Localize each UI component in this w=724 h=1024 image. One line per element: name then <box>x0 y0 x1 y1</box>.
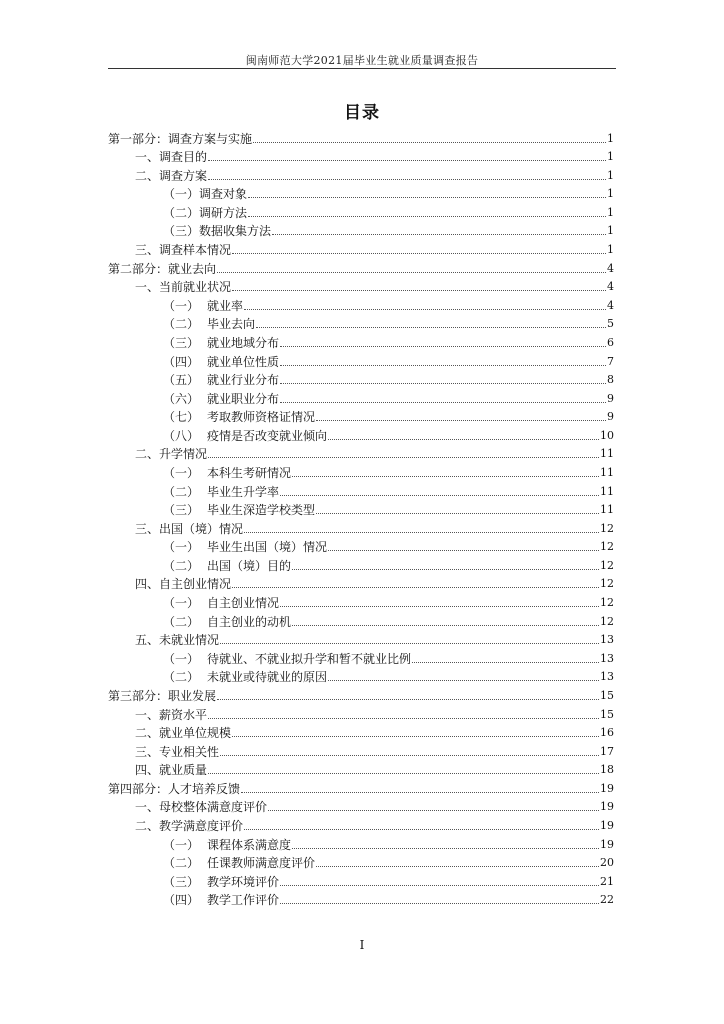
toc-entry[interactable] <box>108 313 614 332</box>
toc-entry-label: 就业地域分布 <box>207 335 280 350</box>
dot-leader <box>280 402 606 403</box>
dot-leader <box>248 216 606 217</box>
dot-leader <box>241 792 599 793</box>
toc-entry-page: 13 <box>600 633 614 647</box>
toc-entry[interactable] <box>108 870 614 889</box>
toc-entry-page: 10 <box>600 428 614 442</box>
toc-entry-page: 17 <box>600 744 614 758</box>
toc-entry[interactable] <box>108 146 614 165</box>
toc-entry-page: 12 <box>600 521 614 535</box>
toc-entry-page: 1 <box>607 150 614 164</box>
toc-entry-page: 13 <box>600 651 614 665</box>
toc-entry-label: 教学环境评价 <box>207 874 280 889</box>
dot-leader <box>280 383 606 384</box>
toc-entry-label: 就业单位性质 <box>207 354 280 369</box>
toc-entry[interactable] <box>108 722 614 741</box>
dot-leader <box>328 439 599 440</box>
toc-entry-page: 1 <box>607 187 614 201</box>
toc-entry-page: 19 <box>600 781 614 795</box>
toc-entry[interactable] <box>108 257 614 276</box>
toc-entry-label: 四、自主创业情况 <box>135 577 232 592</box>
toc-entry[interactable] <box>108 852 614 871</box>
toc-entry[interactable] <box>108 480 614 499</box>
toc-entry-label: 四、就业质量 <box>135 763 208 778</box>
dot-leader <box>412 662 599 663</box>
toc-entry-number: （一） <box>163 298 200 313</box>
dot-leader <box>220 755 599 756</box>
toc-entry-label: 课程体系满意度 <box>207 837 292 852</box>
toc-entry[interactable] <box>108 796 614 815</box>
toc-entry-label: 毕业生深造学校类型 <box>207 503 316 518</box>
toc-entry-page: 1 <box>607 205 614 219</box>
toc-entry-page: 6 <box>607 335 614 349</box>
toc-entry[interactable] <box>108 591 614 610</box>
toc-entry-page: 20 <box>600 856 614 870</box>
toc-entry-label: 任课教师满意度评价 <box>207 856 316 871</box>
dot-leader <box>244 309 606 310</box>
dot-leader <box>232 587 599 588</box>
toc-entry-number: （二） <box>163 670 200 685</box>
dot-leader <box>268 810 599 811</box>
toc-entry-label: 三、专业相关性 <box>135 744 220 759</box>
toc-entry-page: 4 <box>607 298 614 312</box>
toc-entry-number: （六） <box>163 391 200 406</box>
toc-entry-label: 第四部分：人才培养反馈 <box>108 781 241 796</box>
dot-leader <box>272 234 606 235</box>
dot-leader <box>316 866 599 867</box>
toc-entry-page: 19 <box>600 837 614 851</box>
toc-entry-number: （二） <box>163 317 200 332</box>
toc-entry[interactable] <box>108 610 614 629</box>
toc-entry[interactable] <box>108 387 614 406</box>
toc-entry[interactable] <box>108 183 614 202</box>
toc-entry[interactable] <box>108 369 614 388</box>
toc-entry[interactable] <box>108 443 614 462</box>
dot-leader <box>232 253 606 254</box>
toc-entry-page: 5 <box>607 317 614 331</box>
toc-entry[interactable] <box>108 499 614 518</box>
toc-entry-page: 12 <box>600 540 614 554</box>
toc-entry[interactable] <box>108 276 614 295</box>
toc-entry-page: 4 <box>607 280 614 294</box>
toc-entry-page: 1 <box>607 243 614 257</box>
header-rule <box>108 68 616 69</box>
toc-entry-number: （二） <box>163 484 200 499</box>
toc-entry-page: 9 <box>607 391 614 405</box>
toc-entry-label: 自主创业情况 <box>207 596 280 611</box>
toc-entry-label: 本科生考研情况 <box>207 465 292 480</box>
toc-entry[interactable] <box>108 517 614 536</box>
toc-entry-label: 未就业或待就业的原因 <box>207 670 328 685</box>
dot-leader <box>244 829 599 830</box>
dot-leader <box>292 625 599 626</box>
toc-entry-page: 11 <box>600 503 614 517</box>
toc-entry-page: 12 <box>600 614 614 628</box>
dot-leader <box>232 736 599 737</box>
toc-entry[interactable] <box>108 666 614 685</box>
toc-entry-number: （四） <box>163 893 200 908</box>
dot-leader <box>217 272 606 273</box>
toc-entry[interactable] <box>108 703 614 722</box>
toc-entry[interactable] <box>108 461 614 480</box>
toc-entry-page: 21 <box>600 874 614 888</box>
toc-entry-page: 19 <box>600 818 614 832</box>
dot-leader <box>292 848 599 849</box>
toc-entry[interactable] <box>108 740 614 759</box>
toc-entry-label: 五、未就业情况 <box>135 633 220 648</box>
toc-entry-page: 11 <box>600 447 614 461</box>
toc-entry-label: 就业率 <box>207 298 244 313</box>
toc-title: 目录 <box>344 103 380 123</box>
toc-entry[interactable] <box>108 554 614 573</box>
toc-entry-number: （四） <box>163 354 200 369</box>
toc-entry-page: 1 <box>607 131 614 145</box>
toc-entry-page: 4 <box>607 261 614 275</box>
dot-leader <box>328 680 599 681</box>
toc-entry[interactable] <box>108 889 614 908</box>
toc-entry[interactable] <box>108 647 614 666</box>
toc-entry-number: （五） <box>163 373 200 388</box>
dot-leader <box>280 885 599 886</box>
toc-entry-label: （三）数据收集方法 <box>163 224 272 239</box>
toc-entry-label: 考取教师资格证情况 <box>207 410 316 425</box>
dot-leader <box>248 197 606 198</box>
toc-entry-label: 第二部分：就业去向 <box>108 261 217 276</box>
dot-leader <box>316 513 599 514</box>
toc-entry-page: 16 <box>600 726 614 740</box>
dot-leader <box>280 346 606 347</box>
toc-entry-number: （三） <box>163 874 200 889</box>
toc-entry-number: （三） <box>163 503 200 518</box>
toc-entry-number: （二） <box>163 856 200 871</box>
toc-entry[interactable] <box>108 814 614 833</box>
dot-leader <box>328 550 599 551</box>
toc-entry-number: （一） <box>163 540 200 555</box>
dot-leader <box>292 476 599 477</box>
toc-entry-label: 一、当前就业状况 <box>135 280 232 295</box>
toc-entry[interactable] <box>108 833 614 852</box>
toc-entry-page: 11 <box>600 465 614 479</box>
toc-entry-label: 就业行业分布 <box>207 373 280 388</box>
toc-entry-label: 二、教学满意度评价 <box>135 818 244 833</box>
toc-entry-number: （一） <box>163 651 200 666</box>
toc-entry-label: 就业职业分布 <box>207 391 280 406</box>
toc-entry-label: 毕业生升学率 <box>207 484 280 499</box>
toc-entry-number: （二） <box>163 614 200 629</box>
dot-leader <box>208 718 599 719</box>
toc-entry-page: 19 <box>600 800 614 814</box>
toc-entry-label: 待就业、不就业拟升学和暂不就业比例 <box>207 651 412 666</box>
dot-leader <box>208 179 606 180</box>
toc-entry-label: 疫情是否改变就业倾向 <box>207 428 328 443</box>
dot-leader <box>280 365 606 366</box>
toc-entry-page: 1 <box>607 168 614 182</box>
dot-leader <box>208 160 606 161</box>
toc-entry[interactable] <box>108 777 614 796</box>
toc-entry[interactable] <box>108 350 614 369</box>
toc-entry-page: 18 <box>600 763 614 777</box>
dot-leader <box>280 903 599 904</box>
table-of-contents <box>108 127 614 907</box>
toc-entry-number: （二） <box>163 558 200 573</box>
toc-entry-page: 11 <box>600 484 614 498</box>
dot-leader <box>220 643 599 644</box>
toc-entry-page: 9 <box>607 410 614 424</box>
toc-entry-page: 15 <box>600 707 614 721</box>
toc-entry[interactable] <box>108 294 614 313</box>
toc-entry-label: 三、出国（境）情况 <box>135 521 244 536</box>
dot-leader <box>292 569 599 570</box>
toc-entry-label: 毕业生出国（境）情况 <box>207 540 328 555</box>
toc-entry-label: 第三部分：职业发展 <box>108 688 217 703</box>
dot-leader <box>316 420 606 421</box>
toc-entry-page: 12 <box>600 577 614 591</box>
toc-entry-label: 教学工作评价 <box>207 893 280 908</box>
toc-entry-page: 22 <box>600 893 614 907</box>
toc-entry[interactable] <box>108 127 614 146</box>
toc-entry[interactable] <box>108 238 614 257</box>
toc-entry-number: （一） <box>163 596 200 611</box>
toc-entry-label: 二、调查方案 <box>135 168 208 183</box>
toc-entry[interactable] <box>108 573 614 592</box>
running-header: 闽南师范大学2021届毕业生就业质量调查报告 <box>245 54 479 67</box>
toc-entry[interactable] <box>108 629 614 648</box>
toc-entry[interactable] <box>108 759 614 778</box>
toc-entry-label: 三、调查样本情况 <box>135 243 232 258</box>
dot-leader <box>280 495 599 496</box>
dot-leader <box>244 532 599 533</box>
toc-entry-label: 一、母校整体满意度评价 <box>135 800 268 815</box>
toc-entry[interactable] <box>108 331 614 350</box>
dot-leader <box>208 773 599 774</box>
toc-entry-page: 15 <box>600 688 614 702</box>
toc-entry-page: 7 <box>607 354 614 368</box>
toc-entry-label: 出国（境）目的 <box>207 558 292 573</box>
toc-entry-number: （七） <box>163 410 200 425</box>
toc-entry-page: 1 <box>607 224 614 238</box>
toc-entry-label: 第一部分：调查方案与实施 <box>108 131 253 146</box>
page-number: I <box>359 938 365 952</box>
toc-entry-number: （一） <box>163 837 200 852</box>
dot-leader <box>253 142 606 143</box>
dot-leader <box>217 699 599 700</box>
toc-entry-label: （一）调查对象 <box>163 187 248 202</box>
toc-entry-label: 毕业去向 <box>207 317 256 332</box>
toc-entry-label: 自主创业的动机 <box>207 614 292 629</box>
toc-entry[interactable] <box>108 684 614 703</box>
toc-entry-label: 一、薪资水平 <box>135 707 208 722</box>
toc-entry[interactable] <box>108 220 614 239</box>
dot-leader <box>232 290 606 291</box>
toc-entry-page: 13 <box>600 670 614 684</box>
dot-leader <box>256 327 606 328</box>
toc-entry-number: （一） <box>163 465 200 480</box>
toc-entry[interactable] <box>108 424 614 443</box>
toc-entry[interactable] <box>108 164 614 183</box>
dot-leader <box>208 457 599 458</box>
toc-entry-label: 二、升学情况 <box>135 447 208 462</box>
toc-entry-page: 8 <box>607 373 614 387</box>
toc-entry-number: （三） <box>163 335 200 350</box>
toc-entry[interactable] <box>108 536 614 555</box>
toc-entry-label: 二、就业单位规模 <box>135 726 232 741</box>
toc-entry-number: （八） <box>163 428 200 443</box>
toc-entry[interactable] <box>108 201 614 220</box>
toc-entry-label: （二）调研方法 <box>163 205 248 220</box>
toc-entry-page: 12 <box>600 558 614 572</box>
toc-entry-label: 一、调查目的 <box>135 150 208 165</box>
toc-entry-page: 12 <box>600 596 614 610</box>
dot-leader <box>280 606 599 607</box>
toc-entry[interactable] <box>108 406 614 425</box>
